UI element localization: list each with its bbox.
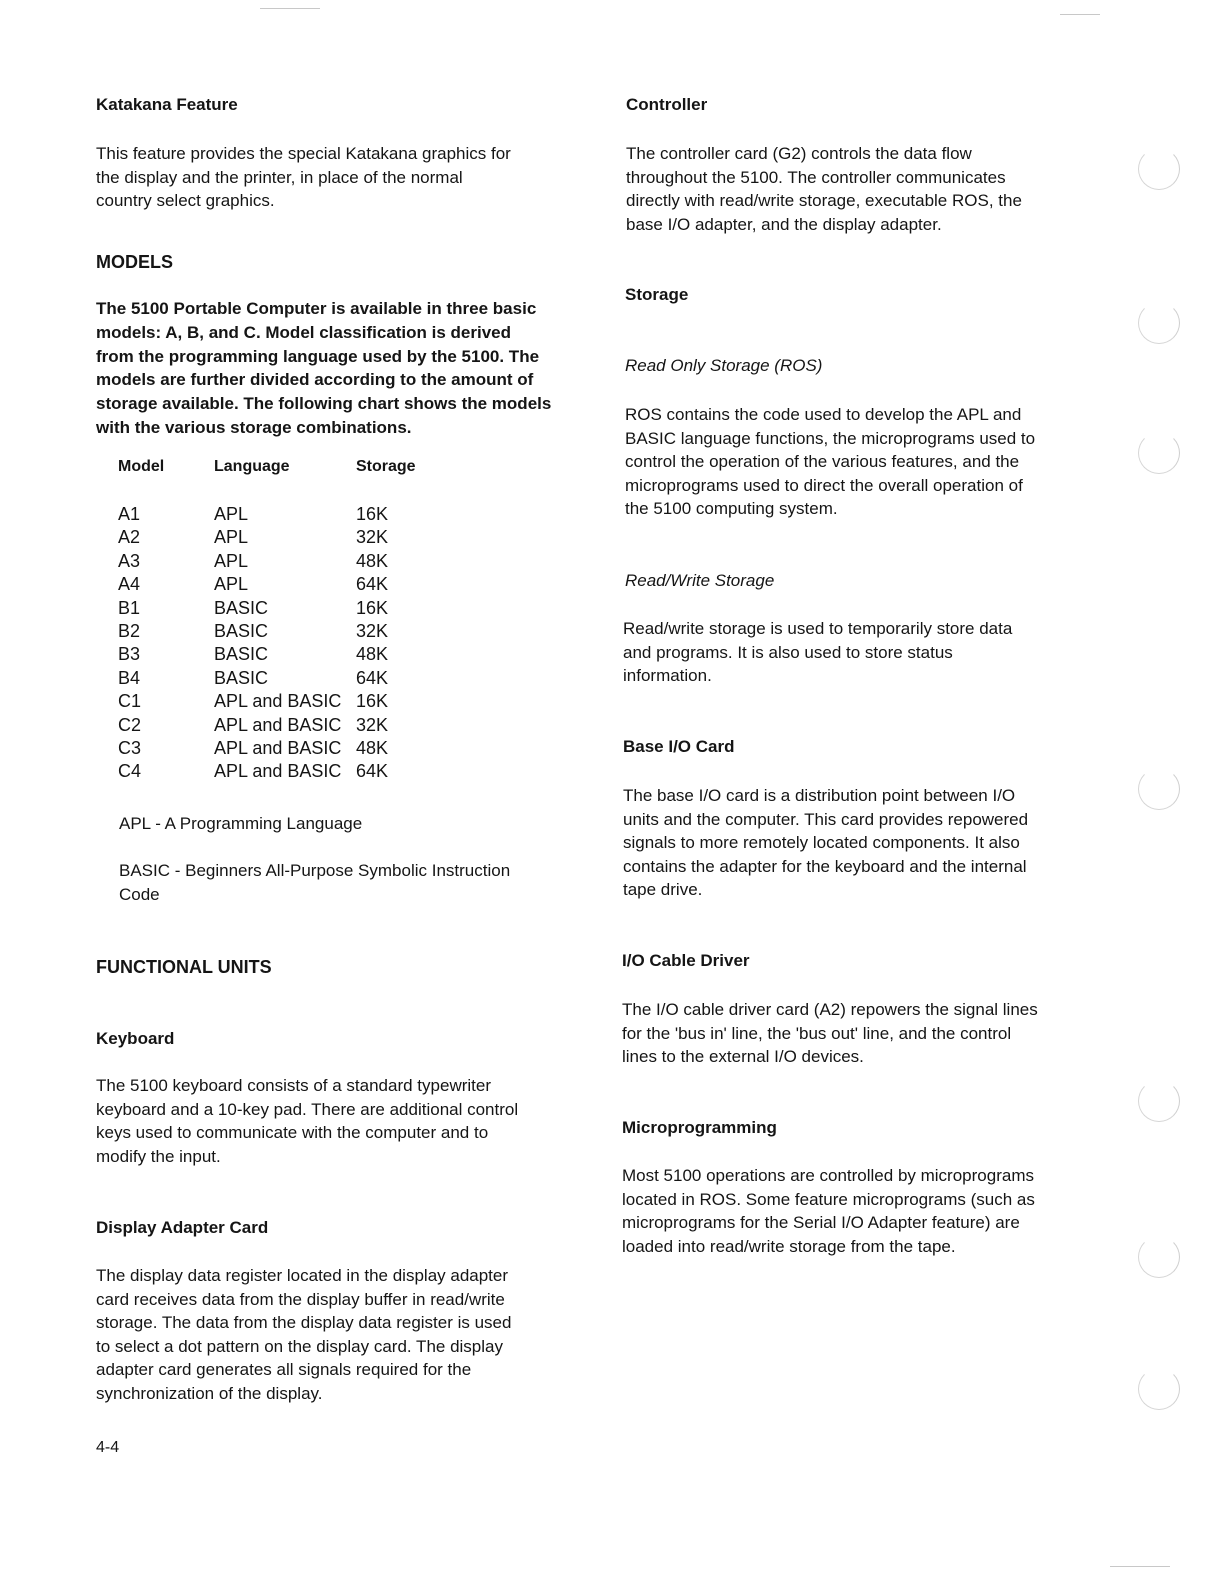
base-io-section <box>623 735 735 759</box>
models-table <box>118 455 438 782</box>
cell-model: B3 <box>118 644 141 665</box>
punch-hole-mark <box>1138 768 1180 810</box>
microprogramming-body-block <box>622 1164 1035 1258</box>
katakana-heading: Katakana Feature <box>96 95 238 114</box>
keyboard-section <box>96 1027 174 1051</box>
cell-language: APL <box>214 527 249 548</box>
table-body <box>118 503 436 784</box>
cell-model: A4 <box>118 574 141 595</box>
cell-language: APL and BASIC <box>214 714 342 735</box>
cell-language: APL and BASIC <box>214 691 342 712</box>
base-io-body: The base I/O card is a distribution point between I/O units and the computer. This card provides repowered signals to more remotely located components. It also contains the adapter for the keyboard and the internal tape drive. <box>623 786 1029 900</box>
keyboard-body-block <box>96 1074 518 1168</box>
basic-definition: BASIC - Beginners All-Purpose Symbolic Instruction Code <box>119 861 511 904</box>
models-heading: MODELS <box>96 252 174 272</box>
keyboard-heading: Keyboard <box>96 1029 175 1048</box>
katakana-body: This feature provides the special Katakana graphics for the display and the printer, in place of the normal country select graphics. <box>96 144 511 211</box>
cell-storage: 64K <box>356 761 389 782</box>
punch-hole-mark <box>1138 1080 1180 1122</box>
models-section <box>96 250 173 274</box>
cell-language: APL <box>214 574 249 595</box>
table-row <box>118 643 436 666</box>
cell-language: BASIC <box>214 597 269 618</box>
controller-body: The controller card (G2) controls the data flow throughout the 5100. The controller communicates directly with read/write storage, executable ROS, the base I/O adapter, and the display adapter. <box>626 144 1022 234</box>
cell-language: APL <box>214 550 249 571</box>
rw-storage-body-block <box>623 617 1012 688</box>
table-row <box>118 760 436 783</box>
table-row <box>118 550 436 573</box>
table-row <box>118 573 436 596</box>
ros-body: ROS contains the code used to develop the APL and BASIC language functions, the microprograms used to control the operation of the various features, and the microprograms used to direct the overall operation of the 5100 computing system. <box>625 405 1036 519</box>
ros-body-block <box>625 403 1035 521</box>
cell-storage: 48K <box>356 644 389 665</box>
cell-model: B2 <box>118 621 141 642</box>
apl-definition: APL - A Programming Language <box>119 814 363 833</box>
display-adapter-body: The display data register located in the display adapter card receives data from the display buffer in read/write storage. The data from the display data register is used to select a dot pattern on the display card. The display adapter card generates all signals required for the synchronization of the display. <box>96 1266 512 1403</box>
display-adapter-section <box>96 1216 268 1240</box>
cell-model: C4 <box>118 761 142 782</box>
punch-hole-mark <box>1138 432 1180 474</box>
rw-storage-body: Read/write storage is used to temporarily store data and programs. It is also used to store status information. <box>623 619 1013 686</box>
table-row <box>118 737 436 760</box>
cell-storage: 64K <box>356 574 389 595</box>
cell-model: A1 <box>118 504 141 524</box>
microprogramming-section <box>622 1116 777 1140</box>
io-cable-body: The I/O cable driver card (A2) repowers the signal lines for the 'bus in' line, the 'bus out' line, and the control lines to the external I/O devices. <box>622 1000 1038 1067</box>
cell-model: B1 <box>118 597 141 618</box>
functional-units-heading: FUNCTIONAL UNITS <box>96 957 272 977</box>
cell-storage: 64K <box>356 667 389 688</box>
table-row <box>118 620 436 643</box>
katakana-body-block <box>96 142 511 213</box>
base-io-heading: Base I/O Card <box>623 737 735 756</box>
header-model: Model <box>118 458 165 475</box>
table-row <box>118 667 436 690</box>
keyboard-body: The 5100 keyboard consists of a standard typewriter keyboard and a 10-key pad. There are additional control keys used to communicate with the computer and to modify the input. <box>96 1076 519 1166</box>
controller-section <box>626 93 707 117</box>
ros-heading: Read Only Storage (ROS) <box>625 356 823 375</box>
cell-model: C2 <box>118 714 142 735</box>
io-cable-heading: I/O Cable Driver <box>622 951 750 970</box>
cell-model: C1 <box>118 691 142 712</box>
scan-artifact <box>1060 14 1100 15</box>
cell-language: BASIC <box>214 621 269 642</box>
punch-hole-mark <box>1138 1368 1180 1410</box>
katakana-section <box>96 93 238 117</box>
cell-storage: 48K <box>356 738 389 759</box>
cell-language: APL <box>214 504 249 524</box>
table-row <box>118 690 436 713</box>
scan-artifact <box>260 8 320 9</box>
cell-storage: 16K <box>356 691 389 712</box>
display-adapter-heading: Display Adapter Card <box>96 1218 269 1237</box>
models-body-block <box>96 297 551 440</box>
models-body: The 5100 Portable Computer is available in three basic models: A, B, and C. Model classification is derived from the programming language used by the 5100. The models are further divided according to the amount of storage available. The following chart shows the models with the various storage combinations. <box>96 299 552 437</box>
storage-section <box>625 283 688 307</box>
functional-units-section <box>96 955 272 979</box>
punch-hole-mark <box>1138 302 1180 344</box>
table-row <box>118 714 436 737</box>
io-cable-body-block <box>622 998 1038 1069</box>
controller-heading: Controller <box>626 95 708 114</box>
cell-language: BASIC <box>214 644 269 665</box>
table-row <box>118 597 436 620</box>
punch-hole-mark <box>1138 1236 1180 1278</box>
apl-definition-block <box>119 812 362 836</box>
io-cable-section <box>622 949 750 973</box>
ros-section <box>625 354 822 378</box>
table-row <box>118 503 436 526</box>
cell-language: APL and BASIC <box>214 738 342 759</box>
basic-definition-block <box>119 859 589 906</box>
punch-hole-mark <box>1138 148 1180 190</box>
cell-storage: 32K <box>356 621 389 642</box>
scan-artifact <box>1110 1566 1170 1567</box>
cell-language: APL and BASIC <box>214 761 342 782</box>
cell-model: A3 <box>118 550 141 571</box>
cell-model: A2 <box>118 527 141 548</box>
cell-storage: 32K <box>356 714 389 735</box>
header-language: Language <box>214 458 290 475</box>
header-storage: Storage <box>356 458 416 475</box>
microprogramming-body: Most 5100 operations are controlled by microprograms located in ROS. Some feature microprograms (such as microprograms for the Serial I/O Adapter feature) are loaded into read/write storage from the tape. <box>622 1166 1035 1256</box>
controller-body-block <box>626 142 1022 236</box>
cell-storage: 48K <box>356 550 389 571</box>
cell-model: B4 <box>118 667 141 688</box>
storage-heading: Storage <box>625 285 689 304</box>
cell-storage: 16K <box>356 597 389 618</box>
display-adapter-body-block <box>96 1264 511 1406</box>
table-row <box>118 526 436 549</box>
table-header-row <box>118 455 438 479</box>
cell-language: BASIC <box>214 667 269 688</box>
cell-storage: 16K <box>356 504 389 524</box>
base-io-body-block <box>623 784 1028 902</box>
page-number: 4-4 <box>96 1439 120 1456</box>
microprogramming-heading: Microprogramming <box>622 1118 777 1137</box>
rw-storage-heading: Read/Write Storage <box>625 571 775 590</box>
rw-storage-section <box>625 569 774 593</box>
cell-storage: 32K <box>356 527 389 548</box>
cell-model: C3 <box>118 738 142 759</box>
